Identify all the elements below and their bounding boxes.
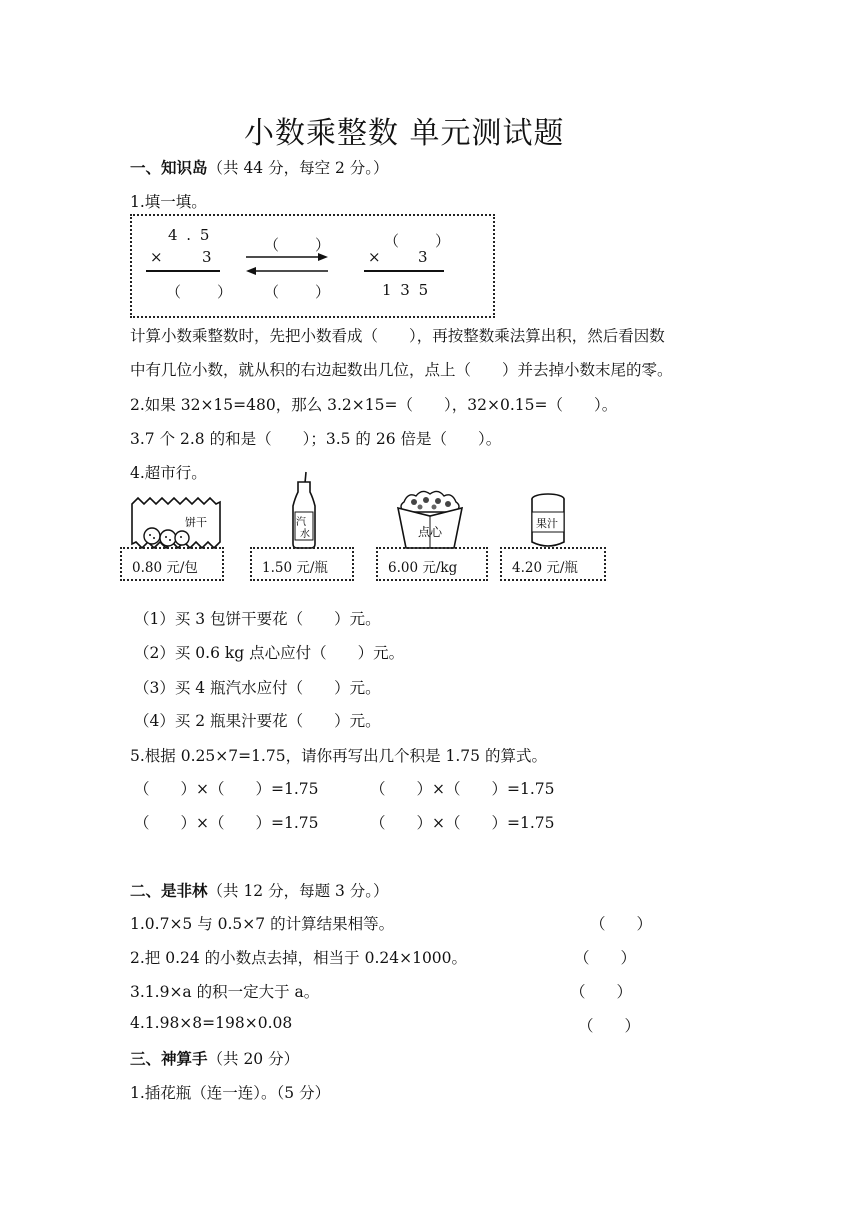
q4-sub-1: （1）买 3 包饼干要花（ ）元。 <box>134 610 381 628</box>
q1-text-line2: 中有几位小数，就从积的右边起数出几位，点上（ ）并去掉小数末尾的零。 <box>130 361 673 379</box>
tf-mark-2: （ ） <box>574 949 637 967</box>
page-title: 小数乘整数 单元测试题 <box>244 116 565 151</box>
section3-score: （共 20 分） <box>207 1050 300 1068</box>
q1-text-line1: 计算小数乘整数时，先把小数看成（ ），再按整数乘法算出积，然后看因数 <box>130 327 665 345</box>
section3-heading <box>130 1047 299 1069</box>
section2-score: （共 12 分，每题 3 分。） <box>207 882 389 900</box>
soda-bottle-icon <box>286 472 322 550</box>
q4-sub-2: （2）买 0.6 kg 点心应付（ ）元。 <box>134 644 405 662</box>
snack-label: 点心 <box>418 525 443 539</box>
q5-eq-4: （ ）×（ ）=1.75 <box>370 814 555 832</box>
biscuit-bag-icon <box>128 494 224 550</box>
tf-mark-3: （ ） <box>570 983 633 1001</box>
tf-item-3: 3.1.9×a 的积一定大于 a。 <box>130 983 320 1001</box>
q3-text: 3.7 个 2.8 的和是（ ）；3.5 的 26 倍是（ ）。 <box>130 430 502 448</box>
q4-label: 4.超市行。 <box>130 464 207 482</box>
section1-heading <box>130 156 389 178</box>
left-result-blank: （ ） <box>166 283 235 301</box>
q5-label: 5.根据 0.25×7=1.75，请你再写出几个积是 1.75 的算式。 <box>130 747 547 765</box>
juice-label: 果汁 <box>536 517 558 530</box>
price-biscuit: 0.80 元/包 <box>132 560 198 576</box>
juice-can-icon <box>528 492 568 550</box>
q5-eq-1: （ ）×（ ）=1.75 <box>134 780 319 798</box>
left-top-number: 4 . 5 <box>168 226 212 244</box>
double-arrow-icon <box>246 252 330 276</box>
soda-label-1: 汽 <box>296 517 306 528</box>
section1-score: （共 44 分，每空 2 分。） <box>207 159 389 177</box>
arrow-top-blank: （ ） <box>264 236 333 254</box>
right-top-blank: （ ） <box>384 232 453 250</box>
right-result: 1 3 5 <box>382 281 431 299</box>
q2-text: 2.如果 32×15=480，那么 3.2×15=（ ），32×0.15=（ ）。 <box>130 396 618 414</box>
right-multiplier: 3 <box>418 248 430 266</box>
arrow-bottom-blank: （ ） <box>264 283 333 301</box>
biscuit-label: 饼干 <box>185 516 207 529</box>
price-juice: 4.20 元/瓶 <box>512 560 578 576</box>
price-snack: 6.00 元/kg <box>388 560 458 576</box>
right-mult-sign: × <box>368 248 383 266</box>
q1-label: 1.填一填。 <box>130 193 207 211</box>
section3-title: 三、神算手 <box>130 1049 208 1068</box>
tf-item-1: 1.0.7×5 与 0.5×7 的计算结果相等。 <box>130 915 395 933</box>
tf-mark-4: （ ） <box>578 1017 641 1035</box>
right-calc-line <box>364 270 444 272</box>
soda-label-2: 水 <box>300 529 310 540</box>
section2-heading <box>130 879 389 901</box>
q4-sub-4: （4）买 2 瓶果汁要花（ ）元。 <box>134 712 381 730</box>
q5-eq-2: （ ）×（ ）=1.75 <box>370 780 555 798</box>
section2-title: 二、是非林 <box>130 881 208 900</box>
left-multiplier: 3 <box>202 248 214 266</box>
price-soda: 1.50 元/瓶 <box>262 560 328 576</box>
section3-q1: 1.插花瓶（连一连）。（5 分） <box>130 1084 331 1102</box>
q4-sub-3: （3）买 4 瓶汽水应付（ ）元。 <box>134 679 381 697</box>
tf-item-2: 2.把 0.24 的小数点去掉，相当于 0.24×1000。 <box>130 949 468 967</box>
tf-item-4: 4.1.98×8=198×0.08 <box>130 1014 293 1032</box>
snack-box-icon <box>394 488 466 552</box>
section1-title: 一、知识岛 <box>130 158 208 177</box>
q5-eq-3: （ ）×（ ）=1.75 <box>134 814 319 832</box>
left-calc-line <box>146 270 220 272</box>
left-mult-sign: × <box>150 248 165 266</box>
tf-mark-1: （ ） <box>590 915 653 933</box>
